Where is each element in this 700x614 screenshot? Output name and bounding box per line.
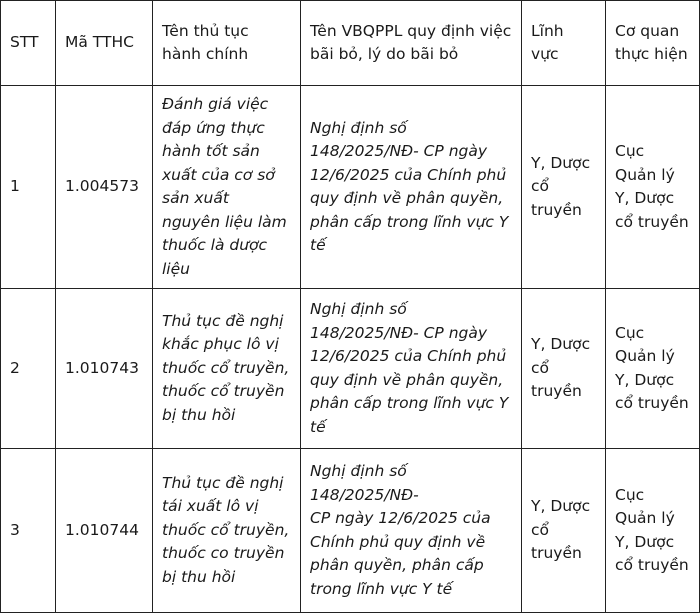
cell-field: Y, Dược cổ truyền [522, 449, 606, 613]
cell-legal-basis [301, 449, 522, 613]
cell-stt: 3 [1, 449, 56, 613]
cell-agency: Cục Quản lý Y, Dược cổ truyền [606, 86, 700, 289]
cell-code: 1.010744 [56, 449, 153, 613]
cell-legal-basis: Nghị định số 148/2025/NĐ- CP ngày 12/6/2025 của Chính phủ quy định về phân quyền, phân cấp trong lĩnh vực Y tế [301, 86, 522, 289]
cell-field: Y, Dược cổ truyền [522, 86, 606, 289]
cell-code: 1.004573 [56, 86, 153, 289]
cell-field: Y, Dược cổ truyền [522, 289, 606, 449]
cell-legal-basis: Nghị định số 148/2025/NĐ- CP ngày 12/6/2025 của Chính phủ quy định về phân quyền, phân cấp trong lĩnh vực Y tế [301, 289, 522, 449]
cell-stt: 2 [1, 289, 56, 449]
cell-procedure-name: Thủ tục đề nghị tái xuất lô vị thuốc cổ truyền, thuốc co truyền bị thu hồi [153, 449, 301, 613]
header-code: Mã TTHC [56, 1, 153, 86]
header-stt: STT [1, 1, 56, 86]
header-agency: Cơ quan thực hiện [606, 1, 700, 86]
table-row [1, 449, 700, 613]
cell-procedure-name: Thủ tục đề nghị khắc phục lô vị thuốc cổ truyền, thuốc cổ truyền bị thu hồi [153, 289, 301, 449]
table-row [1, 86, 700, 289]
legal-basis-line: Nghị định số 148/2025/NĐ- [310, 462, 419, 504]
header-procedure-name: Tên thủ tục hành chính [153, 1, 301, 86]
cell-stt: 1 [1, 86, 56, 289]
legal-basis-line: CP ngày 12/6/2025 của Chính phủ quy định về phân quyền, phân cấp trong lĩnh vực Y tế [310, 509, 491, 598]
cell-code: 1.010743 [56, 289, 153, 449]
table-row [1, 289, 700, 449]
cell-agency: Cục Quản lý Y, Dược cổ truyền [606, 449, 700, 613]
header-row [1, 1, 700, 86]
cell-agency: Cục Quản lý Y, Dược cổ truyền [606, 289, 700, 449]
header-field: Lĩnh vực [522, 1, 606, 86]
cell-procedure-name: Đánh giá việc đáp ứng thực hành tốt sản xuất của cơ sở sản xuất nguyên liệu làm thuốc là dược liệu [153, 86, 301, 289]
header-legal-basis: Tên VBQPPL quy định việc bãi bỏ, lý do bãi bỏ [301, 1, 522, 86]
